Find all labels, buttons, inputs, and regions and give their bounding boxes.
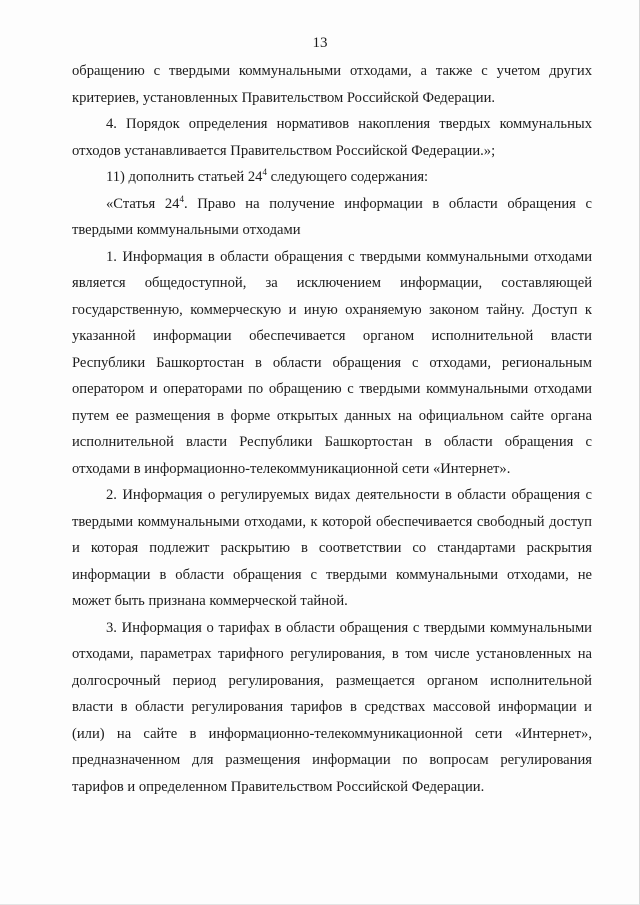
article-paragraph-1: 1. Информация в области обращения с твердыми коммунальными отходами является общедоступной, за исключением информации, составляющей государственную, коммерческую и иную охраняемую законом тайну. Доступ к указанной информации обеспечивается органом исполнительной власти Республики Башкортостан в области обращения с отходами, региональным оператором и операторами по обращению с твердыми коммунальными отходами путем ее размещения в форме открытых данных на официальном сайте органа исполнительной власти Республики Башкортостан в области обращения с отходами в информационно-телекоммуникационной сети «Интернет». bbox=[72, 248, 592, 477]
paragraph-item-4: 4. Порядок определения нормативов накопления твердых коммунальных отходов устанавливается Правительством Российской Федерации.»; bbox=[72, 116, 592, 159]
amendment-text-after: следующего содержания: bbox=[266, 169, 429, 185]
article-paragraph-2: 2. Информация о регулируемых видах деятельности в области обращения с твердыми коммунальными отходами, к которой обеспечивается свободный доступ и которая подлежит раскрытию в соответствии со стандартами раскрытия информации в области обращения с твердыми коммунальными отходами, не может быть признана коммерческой тайной. bbox=[72, 487, 592, 609]
superscript: 4 bbox=[179, 193, 184, 204]
article-paragraph-3: 3. Информация о тарифах в области обращения с твердыми коммунальными отходами, параметрах тарифного регулирования, в том числе установленных на долгосрочный период регулирования, размещается органом исполнительной власти в области регулирования тарифов в средствах массовой информации и (или) на сайте в информационно-телекоммуникационной сети «Интернет», предназначенном для размещения информации по вопросам регулирования тарифов и определенном Правительством Российской Федерации. bbox=[72, 619, 592, 795]
article-heading-before: «Статья 24 bbox=[106, 195, 180, 212]
amendment-text-before: 11) дополнить статьей 24 bbox=[106, 169, 263, 185]
page-number: 13 bbox=[312, 35, 328, 51]
paragraph-continuation: обращению с твердыми коммунальными отходами, а также с учетом других критериев, установленных Правительством Российской Федерации. bbox=[72, 63, 592, 106]
paragraph-amendment-11 bbox=[72, 164, 592, 191]
document-body bbox=[72, 58, 592, 800]
article-heading-after: . Право на получение информации в области обращения с твердыми коммунальными отходами bbox=[72, 195, 593, 238]
superscript: 4 bbox=[262, 167, 267, 178]
article-heading bbox=[72, 191, 592, 244]
